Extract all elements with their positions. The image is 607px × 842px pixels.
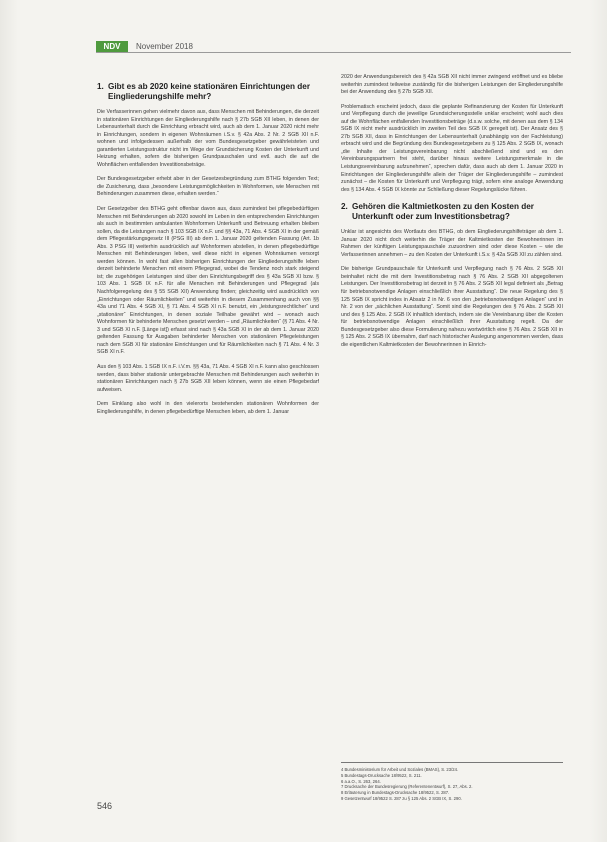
footnote: 7 Drucksache der Bundesregierung (Referentenentwurf), S. 27, Abs. 2.	[341, 784, 473, 790]
section-1-title: Gibt es ab 2020 keine stationären Einrichtungen der Eingliederungshilfe mehr?	[108, 82, 311, 101]
section-1-number: 1.	[97, 82, 104, 91]
header-rule	[96, 52, 571, 53]
paragraph: Die Verfasserinnen gehen vielmehr davon aus, dass Menschen mit Behinderungen, die derzeit in stationären Einrichtungen der Eingliederungshilfe nach § 27b SGB XII leben, in denen der Lebensunterhalt durch die Einrichtung erbracht wird, auch ab dem 1. Januar 2020 nicht mehr in Einrichtungen, sondern in eigenen Wohnräumen i.S.v. § 42a Abs. 2 Nr. 2 SGB XII n.F. wohnen und infolgedessen außerhalb der vom Bundesgesetzgeber gewährleisteten und garantierten Leistungsstruktur nicht im Wege der Grundsicherung Kosten der Unterkunft und Heizung erhalten, sofern die bisherigen Grundpauschalen und evtl. auch die auf die Wohnflächen entfallenden Investitionsbeträge.	[97, 109, 319, 168]
issue-date: November 2018	[136, 42, 193, 51]
footnotes	[341, 762, 563, 802]
page-number: 546	[97, 801, 113, 811]
paragraph: Der Gesetzgeber des BTHG geht offenbar davon aus, dass zumindest bei pflegebedürftigen Menschen mit Behinderungen ab 2020 sowohl im Leben in den entsprechenden Einrichtungen als auch in bestimmten ambulanten Wohnformen Unterkunft und Betreuung erhalten bleiben sollen, da die Leistungen nach § 103 SGB IX n.F. und §§ 43a, 71 Abs. 4 SGB XI in der gemäß dem Pflegestärkungsgesetz III (PSG III) ab dem 1. Januar 2020 geltenden Fassung (Art. 1b Abs. 3 PSG III) weiterhin ausdrücklich auf Wohnformen abstellen, in denen pflegebedürftige Menschen mit Behinderungen leben, weil diese nicht in eigenen Wohnräumen versorgt werden können. In wohl fast allen bisherigen Einrichtungen der Eingliederungshilfe leben derzeit behinderte Menschen mit einem Pflegegrad, wobei die Tendenz noch stark steigend ist; die zugehörigen Leistungen sind über den Einrichtungsbegriff des § 43a SGB XI bzw. § 103 Abs. 1 SGB IX n.F. für alle Menschen mit Behinderungen und Pflegegrad (als Nachfolgeregelung des § 55 SGB XII) Anwendung finden; gleichzeitig wird ausdrücklich von „Einrichtungen oder Räumlichkeiten“ und weiterhin in diesem Zusammenhang auch von §§ 43a und 71 Abs. 4 SGB XI, § 71 Abs. 4 SGB XI n.F. benutzt, ein „leistungsrechtlicher“ und „stationärer“ Einrichtungen, in denen soziale Teilhabe gewährt wird – wonach auch Wohnformen für behinderte Menschen gesetzt werden – und „Räumlichkeiten“ (§ 71 Abs. 4 Nr. 3 und SGB XI n.F. [Länge ist]) erfasst sind nach § 43a SGB XI in der ab dem 1. Januar 2020 geltenden Fassung für Ausgaben behinderter Menschen von stationären Pflegeleistungen nach dem SGB XI für stationäre Einrichtungen und für Räumlichkeiten nach § 71 Abs. 4 Nr. 3 SGB XI n.F.	[97, 206, 319, 356]
footnote: 9 Gesetzentwurf 18/9522 S. 287 zu § 125 Abs. 2 SGB IX, S. 290.	[341, 795, 462, 801]
paragraph: Die bisherige Grundpauschale für Unterkunft und Verpflegung nach § 76 Abs. 2 SGB XII beinhaltet nicht die mit dem Investitionsbetrag nach § 76 Abs. 2 SGB XII abgegoltenen Leistungen. Der Investitionsbetrag ist derzeit in § 76 Abs. 2 SGB XII legal definiert als „Betrag für betriebsnotwendige Anlagen einschließlich ihrer Ausstattung“. Die neue Regelung des § 125 SGB IX spricht indes in Absatz 2 in Nr. 6 von den „betriebsnotwendigen Anlagen“ und in Nr. 2 von der „sächlichen Ausstattung“. Somit sind die Regelungen des § 76 Abs. 2 SGB XII und des § 125 Abs. 2 SGB IX inhaltlich identisch, indem sie die Vereinbarung über die Kosten für betriebsnotwendige Anlagen einschließlich ihrer Ausstattung regelt. Da der Bundesgesetzgeber also diese Formulierung nahezu wortwörtlich eine § 76 Abs. 2 SGB XII in § 125 Abs. 2 SGB IX übernahm, darf nach historischer Auslegung angenommen werden, dass die eigentlichen Kaltmietkosten der Bewohnerinnen in Einrich-	[341, 266, 563, 348]
footnote: 4 Bundesministerium für Arbeit und Soziales (BMAS), S. 23/24.	[341, 767, 459, 772]
left-column	[97, 74, 319, 423]
paragraph: 2020 der Anwendungsbereich des § 42a SGB XII nicht immer zwingend eröffnet und es bliebe weiterhin zumindest teilweise zuständig für die bisherigen Leistungen der Eingliederungshilfe bei der Anwendung des § 27b SGB XII.	[341, 74, 563, 96]
section-2-number: 2.	[341, 202, 348, 212]
journal-badge: NDV	[96, 41, 128, 53]
section-2-title: Gehören die Kaltmietkosten zu den Kosten der Unterkunft oder zum Investitionsbetrag?	[352, 202, 534, 222]
footnote: 8 Erläuterung in Bundestags-Drucksache 18/9522, S. 287.	[341, 790, 450, 796]
section-1-heading	[97, 82, 319, 102]
paragraph: Der Bundesgesetzgeber erhebt aber in der Gesetzesbegründung zum BTHG folgenden Text; die Zusicherung, dass „besondere Leistungsmöglichkeiten in Wohnformen, wie Menschen mit Behinderungen zusammen diese, erhalten werden.“	[97, 176, 319, 198]
paragraph: Unklar ist angesichts des Wortlauts des BTHG, ob dem Eingliederungshilfeträger ab dem 1. Januar 2020 nicht doch weiterhin die Träger der Kaltmietkosten der Bewohnerinnen im Rahmen der künftigen Leistungspauschale zuzuordnen sind oder diese Kosten – wie die Verfasserinnen annehmen – zu den Kosten der Unterkunft i.S.v. § 42a SGB XII zu zählen sind.	[341, 229, 563, 258]
footnote: 6 a.a.O., S. 263, 264.	[341, 778, 381, 784]
right-column	[341, 74, 563, 356]
footnote: 5 Bundestags-Drucksache 18/9522, S. 211.	[341, 772, 422, 778]
paragraph: Aus den § 103 Abs. 1 SGB IX n.F. i.V.m. §§ 43a, 71 Abs. 4 SGB XI n.F. kann also geschlossen werden, dass bisher stationär untergebrachte Menschen mit Behinderungen auch weiterhin in stationären Einrichtungen nach § 27b SGB XII leben können, wenn sie einen Pflegebedarf aufweisen.	[97, 363, 319, 393]
section-2-heading	[341, 202, 563, 222]
paragraph: Problematisch erscheint jedoch, dass die geplante Refinanzierung der Kosten für Unterkunft und Verpflegung durch die jeweilige Grundsicherungsstelle unklar erscheint; wohl auch dies auf die Wohnflächen entfallenden Investitionsbeträge (d.s.w. solche, mit denen aus dem § 134 SGB IX nicht mehr ausdrücklich im zweiten Teil des SGB IX geregelt ist). Der Ansatz des § 27b SGB XII, dass in Einrichtungen der Lebensunterhalt (unabhängig von der Fachleistung) erbracht wird und die Begründung des Bundesgesetzgebers zu § 125 Abs. 2 SGB IX, wonach „die Inhalte der Leistungsvereinbarung nicht abschließend sind und es den Vereinbarungspartnern frei steht, darüber hinaus weitere Leistungsmerkmale in die Leistungsvereinbarung aufzunehmen“, sprechen dafür, dass auch ab dem 1. Januar 2020 in Einrichtungen der Eingliederungshilfe allein der Träger der Eingliederungshilfe – zumindest zunächst – die Kosten für Unterkunft und Verpflegung trägt, sofern eine analoge Anwendung des § 134 Abs. 4 SGB IX könnte zur Schließung dieser Regelungslücke führen.	[341, 103, 563, 193]
paragraph: Dem Einklang also wohl in den vielerorts bestehenden stationären Wohnformen der Eingliederungshilfe, in denen pflegebedürftige Menschen leben, ab dem 1. Januar	[97, 401, 319, 415]
